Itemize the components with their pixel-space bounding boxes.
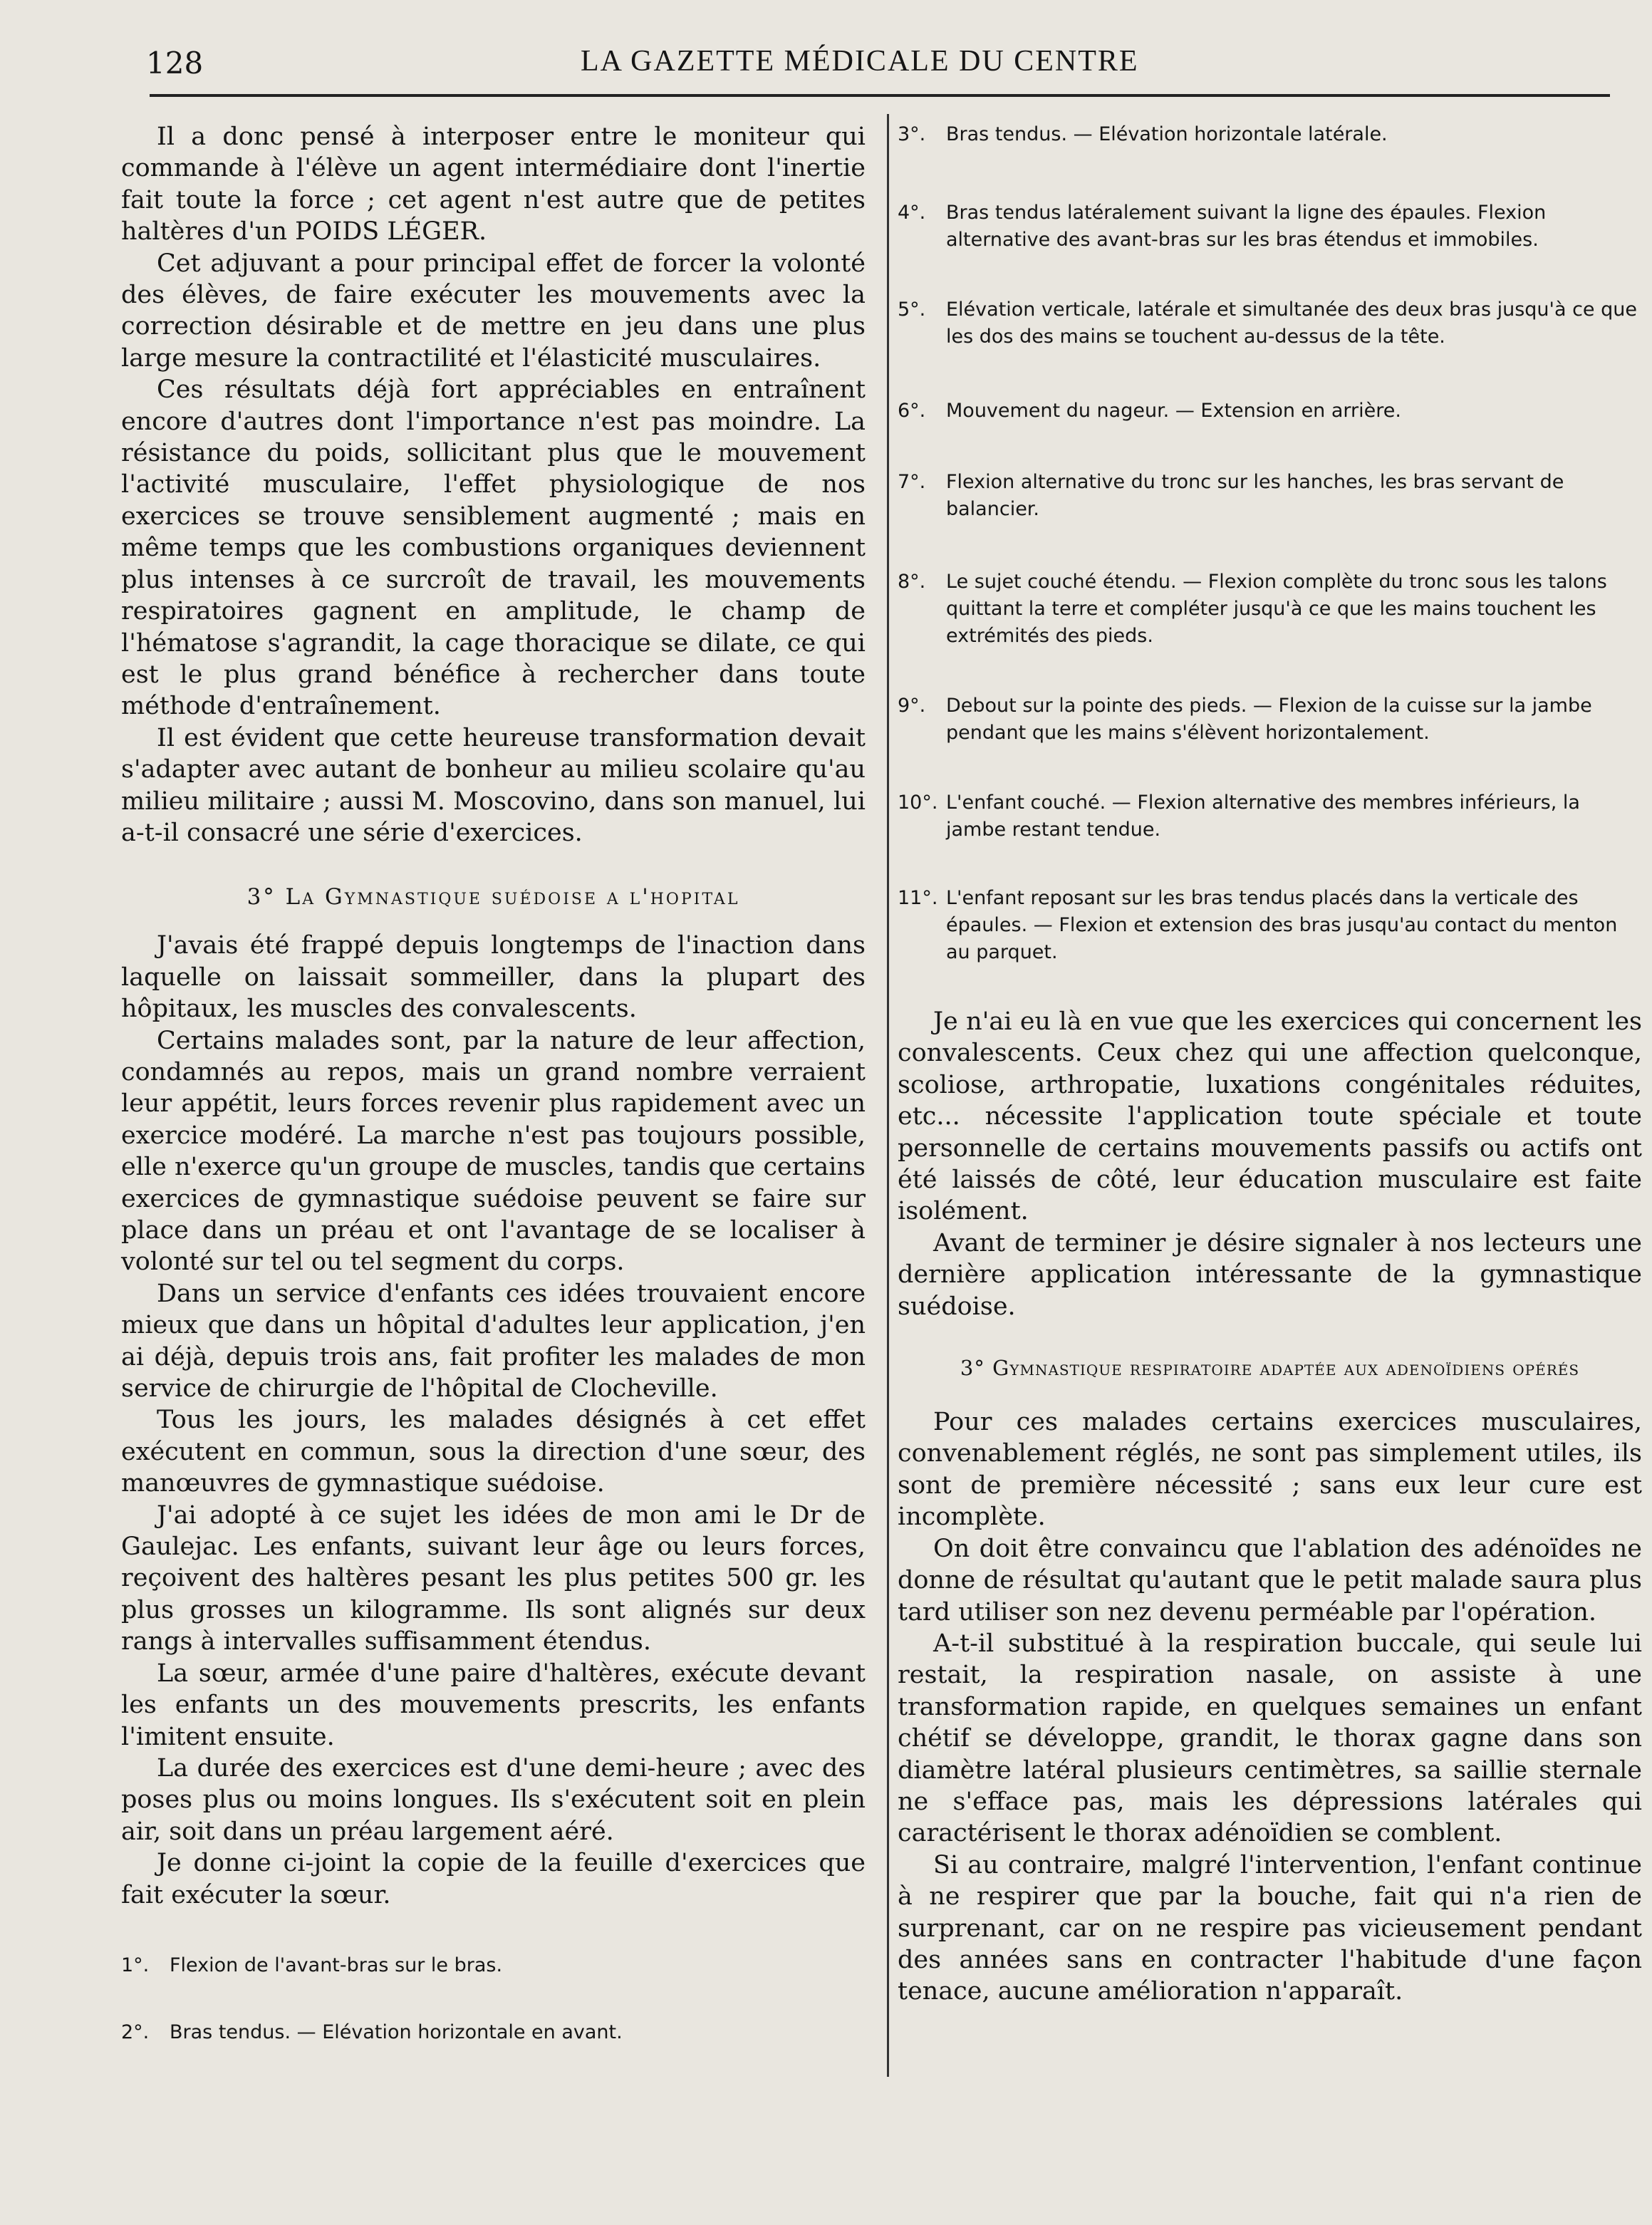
paragraph: Cet adjuvant a pour principal effet de forcer la volonté des élèves, de faire exécuter les mouvements avec la correction désirable et de mettre en jeu dans une plus large mesure la contractilité et l'élasticité musculaires.	[121, 249, 866, 373]
exercise-text: Elévation verticale, latérale et simultanée des deux bras jusqu'à ce que les dos des mains se touchent au-dessus de la tête.	[946, 299, 1637, 348]
exercise-number: 9°.	[898, 695, 926, 717]
exercise-text: Flexion de l'avant-bras sur le bras.	[170, 1954, 503, 1976]
exercise-number: 3°.	[898, 123, 926, 145]
exercise-number: 8°.	[898, 571, 926, 593]
paragraph: Tous les jours, les malades désignés à cet effet exécutent en commun, sous la direction d'une sœur, des manœuvres de gymnastique suédoise.	[121, 1406, 866, 1498]
paragraph: Je donne ci-joint la copie de la feuille d'exercices que fait exécuter la sœur.	[121, 1849, 866, 1909]
right-column	[898, 121, 1642, 2008]
exercise-list	[898, 121, 1642, 966]
exercise-item	[121, 2019, 866, 2046]
paragraph: On doit être convaincu que l'ablation des adénoïdes ne donne de résultat qu'autant que le petit malade saura plus tard utiliser son nez devenu perméable par l'opération.	[898, 1534, 1642, 1627]
left-column	[121, 121, 866, 2046]
exercise-text: Flexion alternative du tronc sur les hanches, les bras servant de balancier.	[946, 471, 1564, 520]
exercise-item	[898, 199, 1642, 254]
header-rule	[150, 94, 1610, 97]
paragraph: Ces résultats déjà fort appréciables en entraînent encore d'autres dont l'importance n'est pas moindre. La résistance du poids, sollicitant plus que le mouvement l'activité musculaire, l'effet physiologique de nos exercices se trouve sensiblement augmenté ; mais en même temps que les combustions organiques deviennent plus intenses à ce surcroît de travail, les mouvements respiratoires gagnent en amplitude, le champ de l'hématose s'agrandit, la cage thoracique se dilate, ce qui est le plus grand bénéfice à rechercher dans toute méthode d'entraînement.	[121, 375, 866, 721]
paragraph: Avant de terminer je désire signaler à nos lecteurs une dernière application intéressante de la gymnastique suédoise.	[898, 1228, 1642, 1321]
exercise-text: L'enfant couché. — Flexion alternative des membres inférieurs, la jambe restant tendue.	[946, 792, 1580, 841]
paragraph: Il est évident que cette heureuse transformation devait s'adapter avec autant de bonheur au milieu scolaire qu'au milieu militaire ; aussi M. Moscovino, dans son manuel, lui a-t-il consacré une série d'exercices.	[121, 723, 866, 847]
paragraph: Je n'ai eu là en vue que les exercices qui concernent les convalescents. Ceux chez qui une affection quelconque, scoliose, arthropatie, luxations congénitales réduites, etc... nécessite l'application toute spéciale et toute personnelle de certains mouvements passifs ou actifs ont été laissés de côté, leur éducation musculaire est faite isolément.	[898, 1007, 1642, 1226]
section-heading: 3° La Gymnastique suédoise a l'hopital	[246, 884, 740, 911]
exercise-item	[898, 121, 1642, 148]
exercise-text: L'enfant reposant sur les bras tendus placés dans la verticale des épaules. — Flexion et extension des bras jusqu'au contact du menton au parquet.	[946, 887, 1618, 963]
paragraph: Certains malades sont, par la nature de leur affection, condamnés au repos, mais un grand nombre verraient leur appétit, leurs forces revenir plus rapidement avec un exercice modéré. La marche n'est pas toujours possible, elle n'exerce qu'un groupe de muscles, tandis que certains exercices de gymnastique suédoise peuvent se faire sur place dans un préau et ont l'avantage de se localiser à volonté sur tel ou tel segment du corps.	[121, 1026, 866, 1277]
exercise-item	[898, 469, 1642, 523]
column-divider	[887, 114, 889, 2077]
paragraph: La sœur, armée d'une paire d'haltères, exécute devant les enfants un des mouvements prescrits, les enfants l'imitent ensuite.	[121, 1659, 866, 1751]
exercise-text: Bras tendus latéralement suivant la ligne des épaules. Flexion alternative des avant-bras sur les bras étendus et immobiles.	[946, 202, 1547, 251]
paragraph: Il a donc pensé à interposer entre le moniteur qui commande à l'élève un agent intermédiaire dont l'inertie fait toute la force ; cet agent n'est autre que de petites haltères d'un POIDS LÉGER.	[121, 123, 866, 247]
exercise-list	[121, 1952, 866, 2046]
paragraph: A-t-il substitué à la respiration buccale, qui seule lui restait, la respiration nasale, on assiste à une transformation rapide, en quelques semaines un enfant chétif se développe, grandit, le thorax gagne dans son diamètre latéral plusieurs centimètres, sa saillie sternale ne s'efface pas, mais les dépressions latérales qui caractérisent le thorax adénoïdien se comblent.	[898, 1629, 1642, 1848]
paragraph: J'avais été frappé depuis longtemps de l'inaction dans laquelle on laissait sommeiller, dans la plupart des hôpitaux, les muscles des convalescents.	[121, 931, 866, 1024]
section-heading: 3° Gymnastique respiratoire adaptée aux adenoïdiens opérés	[960, 1356, 1580, 1381]
exercise-number: 6°.	[898, 400, 926, 422]
paragraph: J'ai adopté à ce sujet les idées de mon ami le Dr de Gaulejac. Les enfants, suivant leur âge ou leurs forces, reçoivent des haltères pesant les plus petites 500 gr. les plus grosses un kilogramme. Ils sont alignés sur deux rangs à intervalles suffisamment étendus.	[121, 1500, 866, 1656]
exercise-text: Bras tendus. — Elévation horizontale en avant.	[170, 2021, 623, 2043]
exercise-text: Mouvement du nageur. — Extension en arrière.	[946, 400, 1401, 422]
exercise-number: 4°.	[898, 202, 926, 224]
exercise-text: Debout sur la pointe des pieds. — Flexion de la cuisse sur la jambe pendant que les mains s'élèvent horizontalement.	[946, 695, 1592, 744]
paragraph: Si au contraire, malgré l'intervention, l'enfant continue à ne respirer que par la bouche, fait qui n'a rien de surprenant, car on ne respire pas vicieusement pendant des années sans en contracter l'habitude d'une façon tenace, aucune amélioration n'apparaît.	[898, 1850, 1642, 2006]
page-header	[146, 37, 1614, 87]
exercise-item	[898, 398, 1642, 425]
exercise-number: 2°.	[121, 2021, 150, 2043]
exercise-item	[898, 885, 1642, 966]
paragraph: Dans un service d'enfants ces idées trouvaient encore mieux que dans un hôpital d'adultes leur application, j'en ai déjà, depuis trois ans, fait profiter les malades de mon service de chirurgie de l'hôpital de Clocheville.	[121, 1279, 866, 1404]
exercise-number: 1°.	[121, 1954, 150, 1976]
exercise-item	[898, 569, 1642, 650]
exercise-item	[898, 789, 1642, 844]
paragraph: Pour ces malades certains exercices musculaires, convenablement réglés, ne sont pas simplement utiles, ils sont de première nécessité ; sans eux leur cure est incomplète.	[898, 1408, 1642, 1532]
exercise-item	[121, 1952, 866, 1979]
page-number: 128	[146, 46, 204, 81]
running-title: LA GAZETTE MÉDICALE DU CENTRE	[581, 45, 1139, 78]
exercise-item	[898, 693, 1642, 747]
exercise-number: 11°.	[898, 887, 938, 909]
exercise-item	[898, 296, 1642, 351]
exercise-text: Le sujet couché étendu. — Flexion complète du tronc sous les talons quittant la terre et compléter jusqu'à ce que les mains touchent les extrémités des pieds.	[946, 571, 1607, 647]
exercise-number: 5°.	[898, 299, 926, 321]
exercise-number: 7°.	[898, 471, 926, 493]
exercise-text: Bras tendus. — Elévation horizontale latérale.	[946, 123, 1388, 145]
paragraph: La durée des exercices est d'une demi-heure ; avec des poses plus ou moins longues. Ils s'exécutent soit en plein air, soit dans un préau largement aéré.	[121, 1753, 866, 1846]
exercise-number: 10°.	[898, 792, 938, 814]
